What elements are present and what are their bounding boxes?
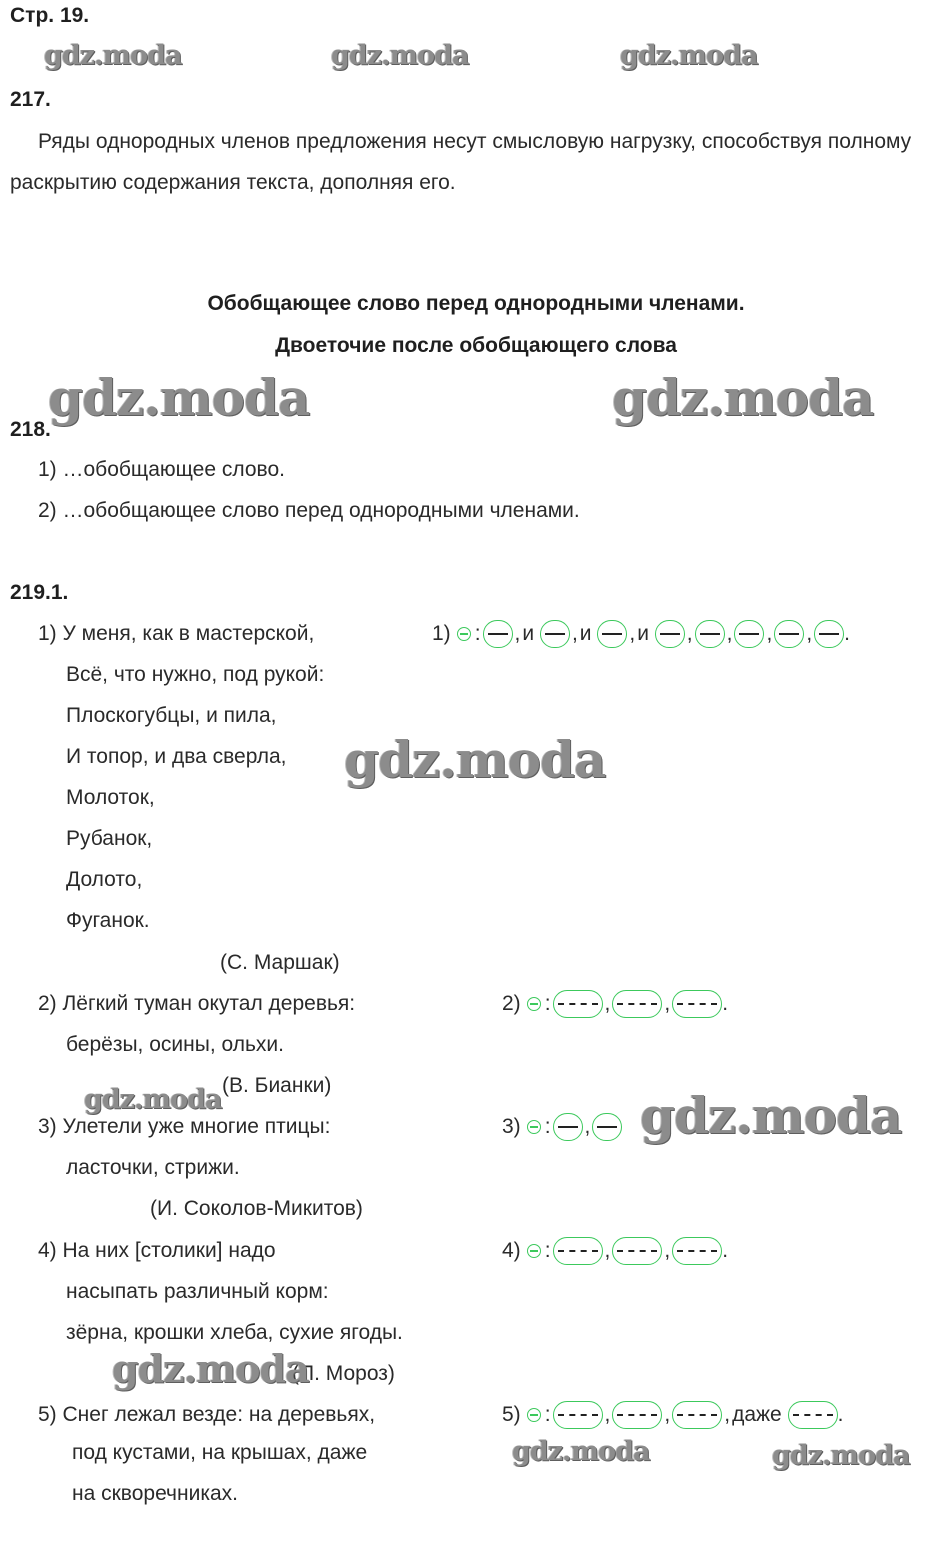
task-number: 217. [10, 88, 51, 111]
generalizing-word-icon [527, 1244, 541, 1258]
scheme-5: 5) : , , , даже . [502, 1401, 843, 1429]
task-number: 218. [10, 418, 51, 441]
example-line: зёрна, крошки хлеба, сухие ягоды. [66, 1321, 403, 1344]
page-number: Стр. 19. [10, 4, 90, 27]
member-oval-icon [655, 620, 685, 648]
scheme-label: 2) [502, 992, 521, 1015]
example-line: насыпать различный корм: [66, 1280, 329, 1303]
author: (П. Мороз) [292, 1362, 395, 1385]
poem-line: Плоскогубцы, и пила, [66, 704, 277, 727]
member-oval-icon [540, 620, 570, 648]
scheme-label: 4) [502, 1239, 521, 1262]
conjunction: и [637, 622, 649, 645]
poem-line: Всё, что нужно, под рукой: [66, 663, 325, 686]
example-line: 4) На них [столики] надо [38, 1239, 276, 1262]
member-oval-icon [672, 1401, 722, 1429]
scheme-3: 3) : , [502, 1113, 622, 1141]
watermark: gdz.moda [512, 1436, 650, 1467]
member-oval-icon [553, 1237, 603, 1265]
answer-item: 2) …обобщающее слово перед однородными членами. [38, 499, 580, 522]
watermark: gdz.moda [112, 1346, 309, 1391]
generalizing-word-icon [527, 1408, 541, 1422]
scheme-end: . [722, 992, 729, 1015]
generalizing-word-icon [527, 997, 541, 1011]
section-title: Обобщающее слово перед однородными членами. [207, 292, 745, 315]
author: (В. Бианки) [222, 1074, 332, 1097]
poem-line: Долото, [66, 868, 143, 891]
scheme-end: . [844, 622, 851, 645]
scheme-end: . [722, 1239, 729, 1262]
poem-line: 1) У меня, как в мастерской, [38, 622, 315, 645]
member-oval-icon [553, 1113, 583, 1141]
member-oval-icon [592, 1113, 622, 1141]
scheme-label: 3) [502, 1115, 521, 1138]
member-oval-icon [672, 990, 722, 1018]
watermark: gdz.moda [84, 1084, 222, 1115]
member-oval-icon [483, 620, 513, 648]
author: (И. Соколов-Микитов) [150, 1197, 363, 1220]
generalizing-word-icon [457, 627, 471, 641]
watermark: gdz.moda [48, 368, 310, 427]
example-line: на скворечниках. [72, 1482, 238, 1505]
member-oval-icon [553, 990, 603, 1018]
member-oval-icon [612, 990, 662, 1018]
example-line: 3) Улетели уже многие птицы: [38, 1115, 331, 1138]
poem-line: Молоток, [66, 786, 155, 809]
watermark: gdz.moda [331, 40, 469, 71]
example-line: под кустами, на крышах, даже [72, 1441, 368, 1464]
scheme-label: 1) [432, 622, 451, 645]
watermark: gdz.moda [612, 368, 874, 427]
watermark: gdz.moda [640, 1086, 902, 1145]
particle: даже [732, 1403, 782, 1426]
member-oval-icon [612, 1401, 662, 1429]
scheme-4: 4) : , , . [502, 1237, 728, 1265]
member-oval-icon [672, 1237, 722, 1265]
example-line: берёзы, осины, ольхи. [66, 1033, 284, 1056]
member-oval-icon [612, 1237, 662, 1265]
conjunction: и [522, 622, 535, 645]
example-line: 2) Лёгкий туман окутал деревья: [38, 992, 356, 1015]
scheme-2: 2) : , , . [502, 990, 728, 1018]
member-oval-icon [814, 620, 844, 648]
poem-line: И топор, и два сверла, [66, 745, 287, 768]
generalizing-word-icon [527, 1120, 541, 1134]
scheme-end: . [837, 1403, 844, 1426]
answer-item: 1) …обобщающее слово. [38, 458, 285, 481]
conjunction: и [579, 622, 592, 645]
member-oval-icon [597, 620, 627, 648]
task-text: Ряды однородных членов предложения несут смысловую нагрузку, способствуя полному раскрытию содержания текста, дополняя его. [10, 130, 912, 194]
watermark: gdz.moda [772, 1440, 910, 1471]
watermark: gdz.moda [44, 40, 182, 71]
watermark: gdz.moda [344, 730, 606, 789]
poem-line: Фуганок. [66, 909, 150, 932]
example-line: 5) Снег лежал везде: на деревьях, [38, 1403, 376, 1426]
member-oval-icon [734, 620, 764, 648]
scheme-1: 1) : , и , и , и , , , , . [432, 620, 850, 648]
watermark: gdz.moda [620, 40, 758, 71]
scheme-label: 5) [502, 1403, 521, 1426]
poem-line: Рубанок, [66, 827, 153, 850]
section-subtitle: Двоеточие после обобщающего слова [275, 334, 677, 357]
example-line: ласточки, стрижи. [66, 1156, 240, 1179]
member-oval-icon [695, 620, 725, 648]
member-oval-icon [774, 620, 804, 648]
author: (С. Маршак) [220, 951, 340, 974]
member-oval-icon [788, 1401, 838, 1429]
member-oval-icon [553, 1401, 603, 1429]
task-number: 219.1. [10, 581, 69, 604]
